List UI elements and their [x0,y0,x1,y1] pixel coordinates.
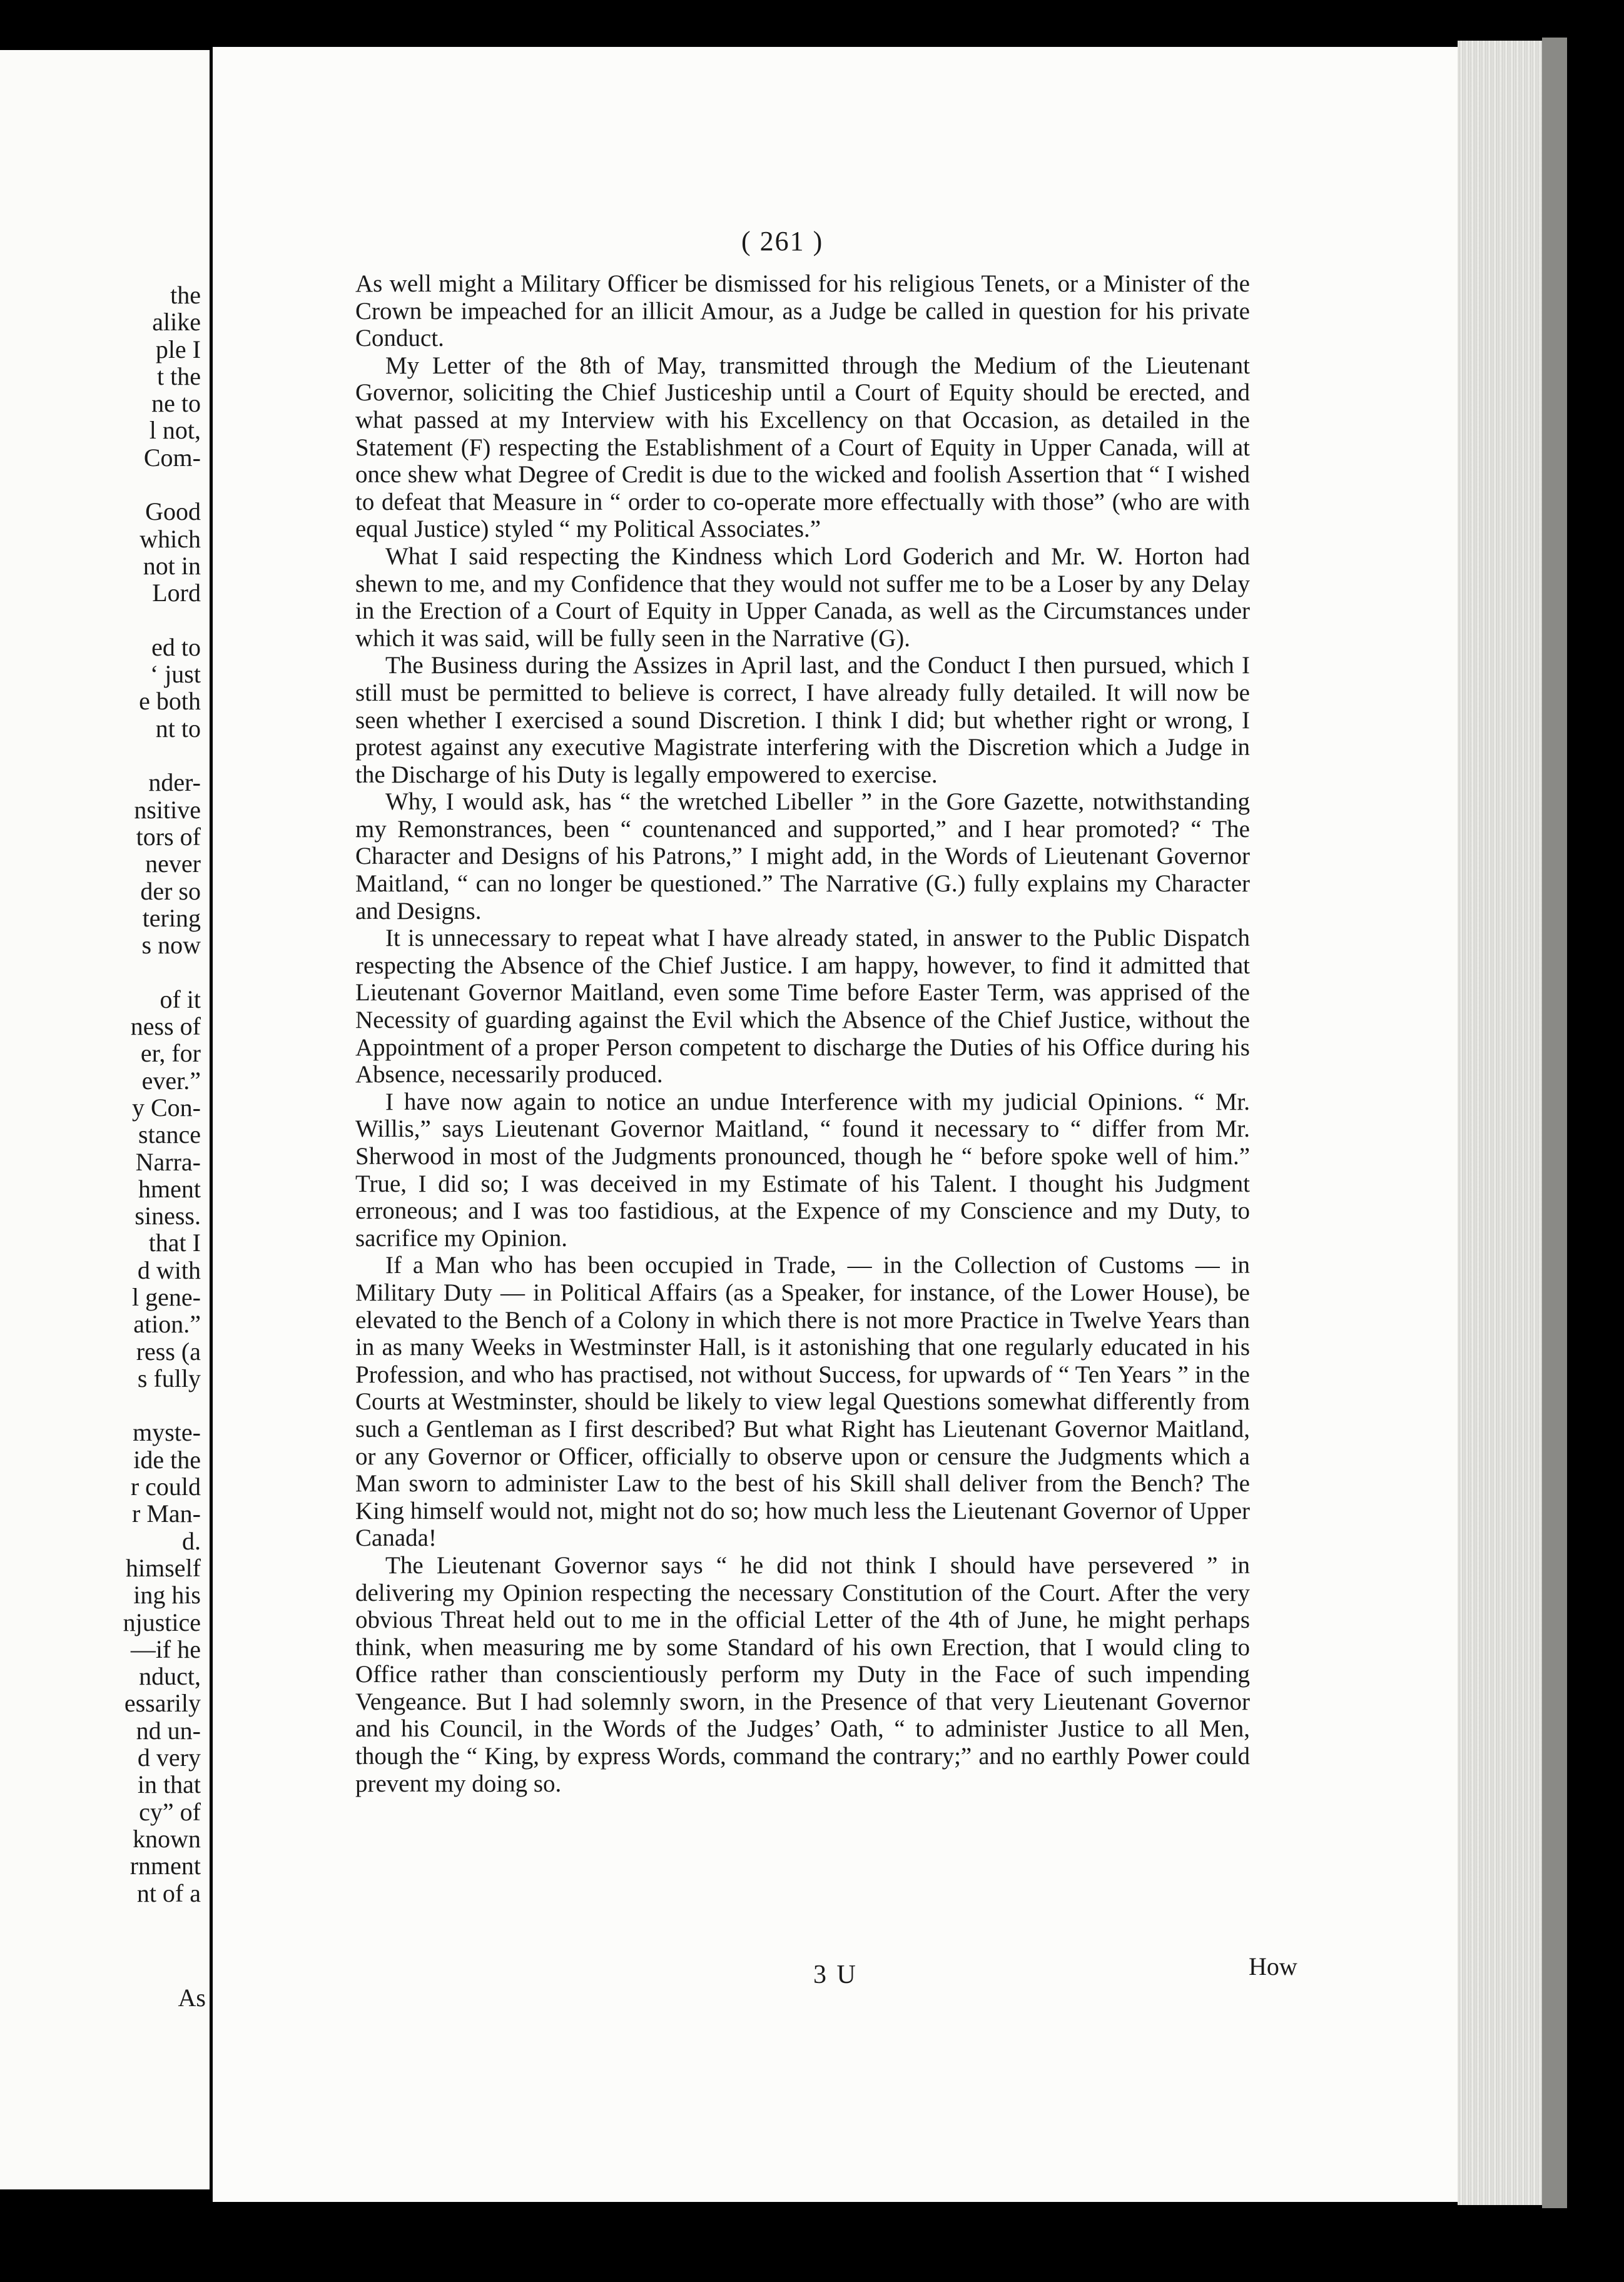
facing-page-line: r Man- [132,1499,201,1528]
facing-page-line: nd un- [136,1716,201,1745]
facing-page-line: myste- [133,1418,201,1447]
facing-page-line: of it [160,985,201,1013]
facing-page-line: tering [142,903,201,932]
facing-page-catchword: As [178,1984,206,2012]
facing-page-line: not in [143,551,201,580]
facing-page-line: known [133,1824,201,1853]
paragraph: The Lieutenant Governor says “ he did not think I should have persevered ” in delivering my Opinion respecting the necessary Constitution of the Court. After the very obvious Threat held out to me in the official Letter of the 4th of June, he might perhaps think, when measuring me by some Standard of his own Erection, that I would cling to Office rather than conscientiously perform my Duty in the Face of such impending Vengeance. But I had solemnly sworn, in the Presence of that very Lieutenant Governor and his Council, in the Words of the Judges’ Oath, “ to administer Justice to all Men, though the “ King, by express Words, command the contrary;” and no earthly Power could prevent my doing so. [355,1551,1250,1797]
facing-page-line: ever.” [141,1066,201,1095]
facing-page-line: cy” of [139,1797,201,1826]
facing-page-line: nt of a [136,1879,201,1907]
book-edge-shadow [1542,38,1567,2208]
facing-page-line: Good [145,497,201,526]
facing-page-line: ide the [133,1445,201,1474]
facing-page-line: in that [137,1770,201,1799]
facing-page-line: der so [140,876,201,905]
facing-page-line: nder- [148,768,201,797]
paragraph: It is unnecessary to repeat what I have already stated, in answer to the Public Dispatch respecting the Absence of the Chief Justice. I am happy, however, to find it admitted that Lieutenant Governor Maitland, even some Time before Easter Term, was apprised of the Necessity of guarding against the Evil which the Absence of the Chief Justice, without the Appointment of a proper Person competent to discharge the Duties of his Office during his Absence, necessarily produced. [355,925,1250,1088]
facing-page-line [123,607,201,634]
facing-page-line: nt to [155,714,201,743]
facing-page-line: e both [139,687,201,716]
paragraph: The Business during the Assizes in April last, and the Conduct I then pursued, which I still must be permitted to believe is correct, I have already fully detailed. It will now be seen whether I exercised a sound Discretion. I think I did; but whether right or wrong, I protest against any executive Magistrate interfering with the Discretion which a Judge in the Discharge of his Duty is legally empowered to exercise. [355,652,1250,788]
facing-page-line: ress (a [136,1337,201,1366]
facing-page-line: y Con- [132,1093,201,1122]
facing-page-line: ed to [151,632,201,661]
facing-page-line: stance [138,1120,201,1149]
catchword: How [1249,1952,1297,1980]
facing-page-line: l gene- [132,1282,201,1311]
page-edges [1458,41,1542,2205]
facing-page-line: tors of [136,822,201,851]
facing-page-line: Com- [143,443,201,472]
facing-page-line: the [170,281,201,309]
paragraph: If a Man who has been occupied in Trade, — in the Collection of Customs — in Military Duty — in Political Affairs (as a Speaker, for instance, of the Lower House), be elevated to the Bench of a Colony in which there is not more Practice in Twelve Years than in as many Weeks in Westminster Hall, is it astonishing that one regularly educated in his Profession, and who has practised, not without Success, for upwards of “ Ten Years ” in the Courts at Westminster, should be likely to view legal Questions somewhat differently from such a Gentleman as I first described? But what Right has Lieutenant Governor Maitland, or any Governor or Officer, officially to observe upon or censure the Judgments which a Man sworn to administer Law to the best of his Skill shall deliver from the Bench? The King himself would not, might not do so; how much less the Lieutenant Governor of Upper Canada! [355,1252,1250,1552]
facing-page-line [123,471,201,498]
facing-page-line: never [145,849,201,878]
facing-page-line: that I [148,1229,201,1257]
facing-page-line: ness of [130,1012,201,1041]
facing-page-line: which [140,524,201,553]
facing-page-line: ation.” [133,1310,201,1339]
signature-mark: 3 U [813,1960,858,1989]
facing-page-line: er, for [140,1039,201,1068]
facing-page-line: nduct, [139,1662,201,1691]
facing-page-line: Lord [152,579,201,607]
facing-page-line: essarily [124,1689,201,1718]
facing-page-line: siness. [134,1202,201,1230]
facing-page-line: s fully [137,1364,201,1392]
paragraph: My Letter of the 8th of May, transmitted through the Medium of the Lieutenant Governor, soliciting the Chief Justiceship until a Court of Equity should be erected, and what passed at my Interview with his Excellency on that Occasion, as detailed in the Statement (F) respecting the Establishment of a Court of Equity in Upper Canada, will at once shew what Degree of Credit is due to the wicked and foolish Assertion that “ I wished to defeat that Measure in “ order to co-operate more effectually with those” (who are with equal Justice) styled “ my Political Associates.” [355,352,1250,543]
paragraph: As well might a Military Officer be dismissed for his religious Tenets, or a Minister of the Crown be impeached for an illicit Amour, as a Judge be called in question for his private Conduct. [355,270,1250,352]
facing-page-text [123,281,201,1907]
facing-page-line: hment [138,1174,201,1203]
facing-page-line: s now [141,931,201,960]
facing-page-line: rnment [129,1852,201,1880]
facing-page-line: d. [182,1526,201,1555]
facing-page-line: njustice [123,1608,201,1636]
facing-page-line: ne to [151,389,201,418]
facing-page-line: ‘ just [150,660,201,689]
facing-page-line: —if he [130,1635,201,1663]
facing-page-line [123,958,201,985]
facing-page-line: d very [137,1743,201,1772]
facing-page-line: alike [152,308,201,337]
paragraph: Why, I would ask, has “ the wretched Libeller ” in the Gore Gazette, notwithstanding my Remonstrances, been “ countenanced and supported,” and I hear promoted? “ The Character and Designs of his Patrons,” I might add, in the Words of Lieutenant Governor Maitland, “ can no longer be questioned.” The Narrative (G.) fully explains my Character and Designs. [355,788,1250,925]
page-number-header: ( 261 ) [741,226,824,256]
facing-page-line: Narra- [135,1147,201,1176]
body-text [355,270,1250,1797]
paragraph: What I said respecting the Kindness which Lord Goderich and Mr. W. Horton had shewn to me, and my Confidence that they would not suffer me to be a Loser by any Delay in the Erection of a Court of Equity in Upper Canada, as well as the Circumstances under which it was said, will be fully seen in the Narrative (G). [355,542,1250,652]
facing-page-line: himself [126,1553,201,1582]
facing-page-line: d with [137,1255,201,1284]
facing-page-line [123,742,201,769]
facing-page [0,50,210,2189]
facing-page-line: nsitive [134,795,201,824]
facing-page-line: ing his [133,1581,201,1610]
paragraph: I have now again to notice an undue Interference with my judicial Opinions. “ Mr. Willis,” says Lieutenant Governor Maitland, “ found it necessary to “ differ from Mr. Sherwood in most of the Judgments pronounced, though he “ before spoke well of him.” True, I did so; I was deceived in my Estimate of his Talent. I thought his Judgment erroneous; and I was too fastidious, at the Expence of my Conscience and my Duty, to sacrifice my Opinion. [355,1088,1250,1252]
facing-page-line: t the [157,362,201,390]
facing-page-line: ple I [155,335,201,363]
facing-page-line: r could [130,1473,201,1501]
facing-page-line [123,1392,201,1419]
facing-page-line: l not, [149,416,201,445]
